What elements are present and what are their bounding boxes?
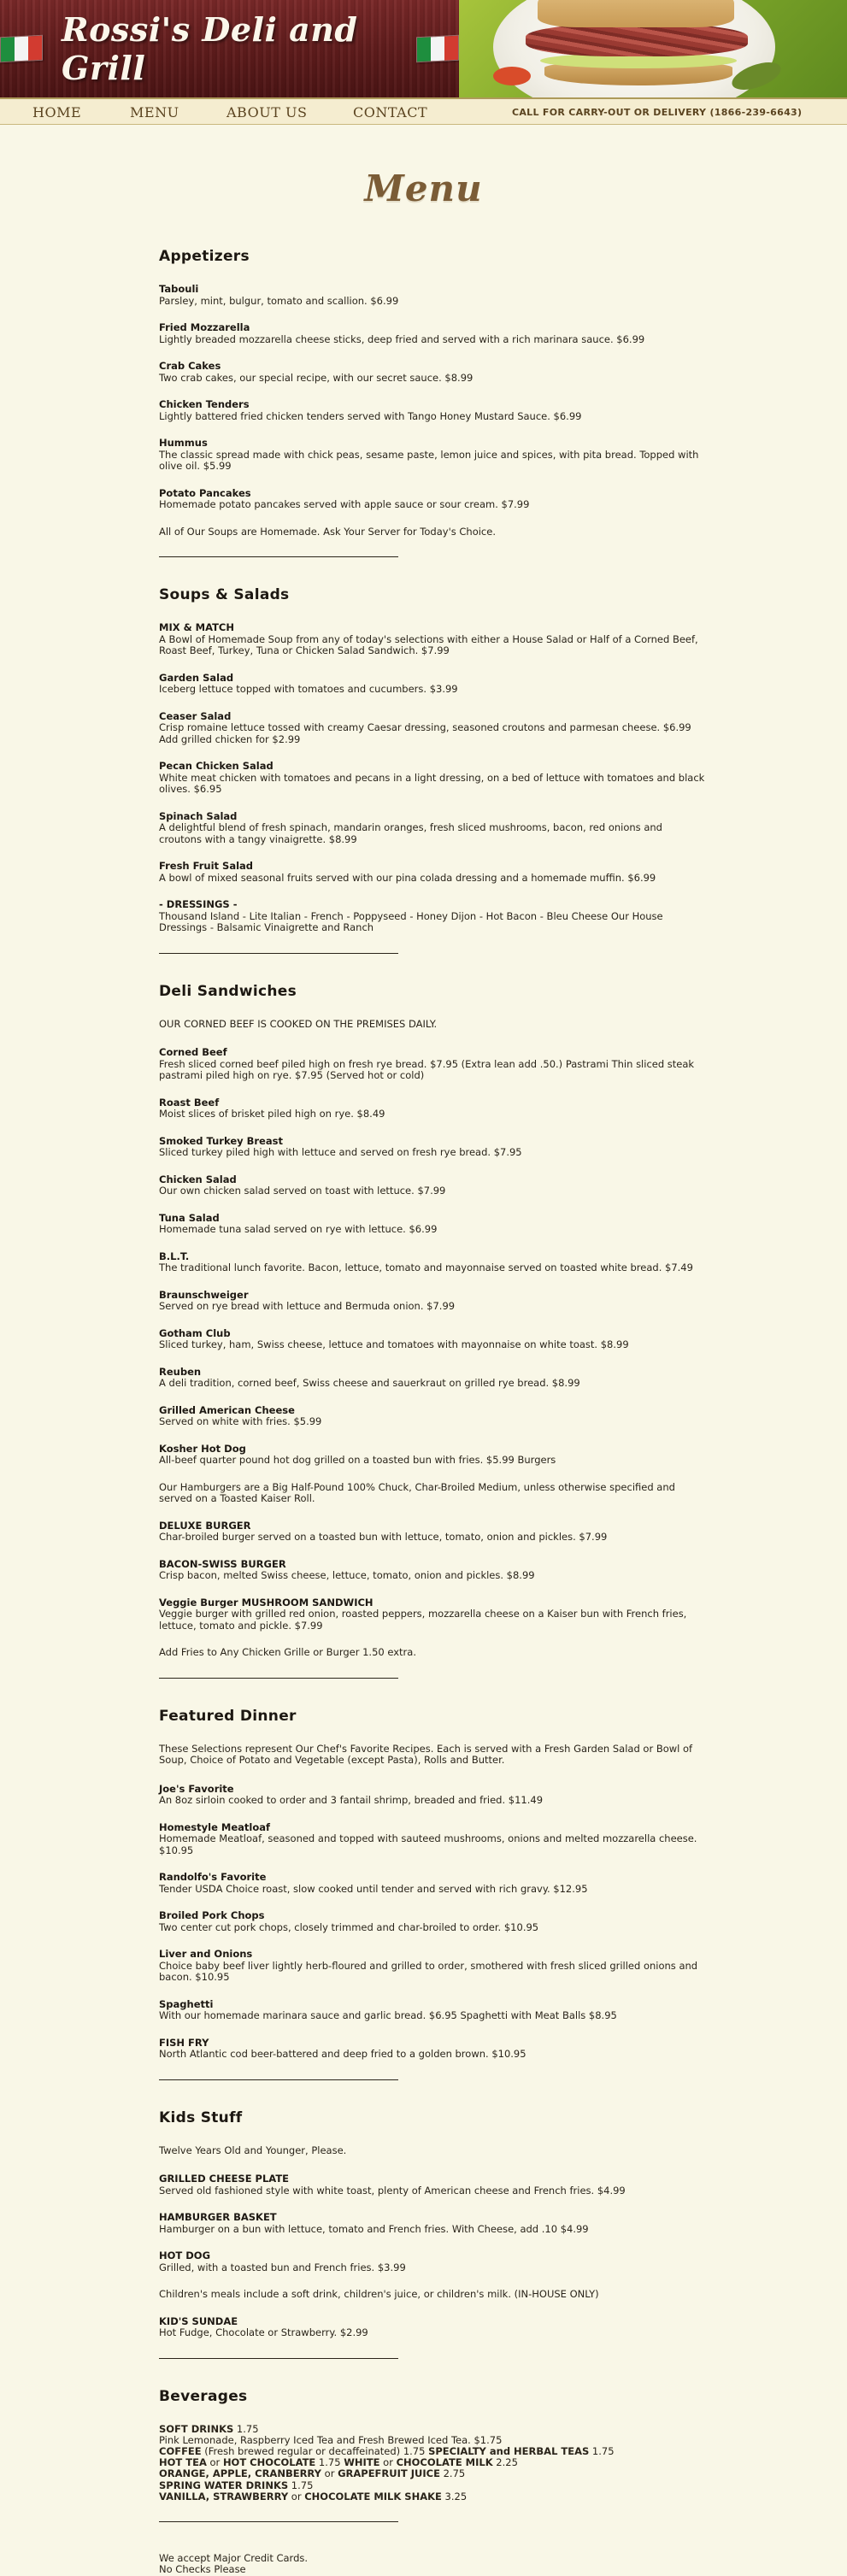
menu-item-description: Iceberg lettuce topped with tomatoes and cucumbers. $3.99 [159,683,458,695]
menu-item-name: Fried Mozzarella [159,321,250,333]
menu-item-name: Roast Beef [159,1096,220,1109]
menu-item-description: Children's meals include a soft drink, children's juice, or children's milk. (IN-HOUSE ONLY) [159,2288,599,2300]
menu-item-name: FISH FRY [159,2036,209,2049]
menu-item-description: Sliced turkey piled high with lettuce and served on fresh rye bread. $7.95 [159,1146,522,1158]
menu-item-description: Served on rye bread with lettuce and Bermuda onion. $7.99 [159,1300,456,1312]
menu-item-description: Veggie burger with grilled red onion, roasted peppers, mozzarella cheese on a Kaiser bun with French fries, lettuce, tomato and pickle. $7.99 [159,1608,687,1632]
call-for-delivery: CALL FOR CARRY-OUT OR DELIVERY (1866-239-6643) [512,107,803,118]
menu-item [159,1872,706,1895]
menu-item-name: Grilled American Cheese [159,1403,295,1416]
menu-item-description: Thousand Island - Lite Italian - French - Poppyseed - Honey Dijon - Hot Bacon - Bleu Cheese Our House Dressings - Balsamic Vinaigrette and Ranch [159,909,663,933]
menu-item-name: KID'S SUNDAE [159,2314,238,2327]
menu-item-name: Pecan Chicken Salad [159,760,274,772]
menu-item-name: GRILLED CHEESE PLATE [159,2173,290,2185]
section-note: Add Fries to Any Chicken Grille or Burger 1.50 extra. [159,1646,416,1658]
menu-item [159,861,706,884]
menu-item [159,2289,706,2301]
menu-item [159,1597,706,1632]
menu-item [159,761,706,796]
menu-item-description: Crisp romaine lettuce tossed with creamy Caesar dressing, seasoned croutons and parmesan cheese. $6.99 Add grilled chicken for $2.99 [159,721,691,745]
payment-note [159,2553,706,2576]
menu-item-description: Sliced turkey, ham, Swiss cheese, lettuce and tomatoes with mayonnaise on white toast. $8.99 [159,1338,629,1350]
menu-section [159,1708,706,2080]
menu-item [159,1328,706,1351]
menu-item [159,1949,706,1984]
menu-item [159,322,706,345]
menu-item [159,361,706,384]
menu-item-description: All-beef quarter pound hot dog grilled on a toasted bun with fries. $5.99 Burgers [159,1454,556,1466]
menu-item [159,284,706,307]
menu-item [159,1999,706,2022]
menu-item-description: Our Hamburgers are a Big Half-Pound 100% Chuck, Char-Broiled Medium, unless otherwise specified and served on a Toasted Kaiser Roll. [159,1480,675,1504]
menu-item-description: The classic spread made with chick peas, sesame paste, lemon juice and spices, with pita bread. Topped with olive oil. $5.99 [159,448,699,472]
beverage-text: 1.75 [233,2422,259,2435]
menu-item-name: MIX & MATCH [159,621,234,633]
menu-item-name: Gotham Club [159,1326,231,1339]
nav-menu[interactable]: MENU [130,104,179,121]
beverage-text: or [206,2456,223,2469]
menu-section [159,248,706,557]
menu-item [159,2038,706,2061]
no-checks-note: No Checks Please [159,2563,246,2576]
beverage-text: (Fresh brewed regular or decaffeinated) 1.75 [201,2444,429,2457]
beverage-text: 1.75 [315,2456,344,2469]
menu-item-description: Homemade tuna salad served on rye with lettuce. $6.99 [159,1223,438,1235]
credit-card-note: We accept Major Credit Cards. [159,2551,309,2564]
menu-section [159,2109,706,2359]
menu-item [159,2212,706,2235]
section-intro: These Selections represent Our Chef's Favorite Recipes. Each is served with a Fresh Garden Salad or Bowl of Soup, Choice of Potato and Vegetable (except Pasta), Rolls and Butter. [159,1742,693,1766]
nav-about-us[interactable]: ABOUT US [226,104,308,121]
menu-item-description: Homemade potato pancakes served with apple sauce or sour cream. $7.99 [159,498,530,510]
menu-item-description: An 8oz sirloin cooked to order and 3 fantail shrimp, breaded and fried. $11.49 [159,1794,544,1806]
beverage-line [159,2491,706,2502]
menu-item-name: Veggie Burger MUSHROOM SANDWICH [159,1596,374,1609]
menu-item-description: A delightful blend of fresh spinach, mandarin oranges, fresh sliced mushrooms, bacon, red onions and croutons with a tangy vinaigrette. $8.99 [159,821,662,845]
menu-item-description: North Atlantic cod beer-battered and deep fried to a golden brown. $10.95 [159,2048,526,2060]
section-divider [159,2521,398,2522]
beverage-name: WHITE [344,2456,380,2469]
menu-item-description: Hot Fudge, Chocolate or Strawberry. $2.99 [159,2326,368,2338]
menu-item-name: Crab Cakes [159,360,221,372]
menu-item [159,1520,706,1544]
menu-item-name: Braunschweiger [159,1288,249,1301]
page-title: Menu [364,168,483,209]
menu-item [159,1910,706,1933]
menu-item-description: Lightly breaded mozzarella cheese sticks, deep fried and served with a rich marinara sauce. $6.99 [159,332,645,345]
menu-section [159,586,706,954]
menu-item [159,711,706,746]
menu-item-description: Lightly battered fried chicken tenders served with Tango Honey Mustard Sauce. $6.99 [159,409,582,422]
header-banner [0,0,459,97]
section-beverages [159,2388,706,2522]
menu-item-name: BACON-SWISS BURGER [159,1557,286,1570]
section-divider [159,556,398,557]
menu-item-description: Our own chicken salad served on toast with lettuce. $7.99 [159,1185,446,1197]
section-divider [159,2358,398,2359]
section-title: Featured Dinner [159,1707,297,1725]
site-logo-text[interactable]: Rossi's Deli and Grill [62,10,358,87]
italian-flag-right-icon [416,35,459,63]
beverage-name: HOT CHOCOLATE [222,2456,316,2469]
menu-item-name: Kosher Hot Dog [159,1442,246,1455]
section-title: Beverages [159,2387,248,2405]
menu-item-description: The traditional lunch favorite. Bacon, lettuce, tomato and mayonnaise served on toasted white bread. $7.49 [159,1262,693,1273]
beverage-text: Pink Lemonade, Raspberry Iced Tea and Fresh Brewed Iced Tea. $1.75 [159,2433,503,2446]
menu-item [159,1559,706,1582]
beverage-text: or [321,2467,338,2480]
nav-home[interactable]: HOME [32,104,82,121]
menu-item-name: Tabouli [159,283,199,295]
menu-item [159,399,706,422]
menu-item-description: Moist slices of brisket piled high on rye. $8.49 [159,1108,385,1120]
beverage-name: ORANGE, APPLE, CRANBERRY [159,2467,321,2480]
beverage-name: SOFT DRINKS [159,2422,234,2435]
menu-item [159,899,706,934]
menu-item-name: HOT DOG [159,2250,211,2261]
section-divider [159,1678,398,1679]
section-divider [159,2079,398,2080]
section-title: Deli Sandwiches [159,982,297,1000]
menu-item-description: White meat chicken with tomatoes and pecans in a light dressing, on a bed of lettuce with tomatoes and black olives. $6.95 [159,771,705,795]
section-intro: OUR CORNED BEEF IS COOKED ON THE PREMISES DAILY. [159,1017,438,1030]
menu-item-name: Fresh Fruit Salad [159,860,254,872]
beverage-text: or [379,2456,397,2469]
section-title: Kids Stuff [159,2108,243,2126]
section-intro: Twelve Years Old and Younger, Please. [159,2144,347,2156]
beverage-text: or [288,2490,305,2502]
menu-item-name: Spinach Salad [159,809,238,822]
menu-item-name: Ceaser Salad [159,709,232,722]
menu-sections [159,248,706,2359]
beverage-name: SPRING WATER DRINKS [159,2479,289,2491]
menu-item-name: Potato Pancakes [159,486,251,499]
menu-item-description: A deli tradition, corned beef, Swiss cheese and sauerkraut on grilled rye bread. $8.99 [159,1377,580,1389]
menu-item [159,488,706,511]
beverage-text: 3.25 [441,2490,468,2502]
beverage-text: 2.75 [439,2467,466,2480]
section-title: Soups & Salads [159,586,290,603]
menu-item-description: Tender USDA Choice roast, slow cooked until tender and served with rich gravy. $12.95 [159,1882,588,1895]
menu-item-description: Fresh sliced corned beef piled high on fresh rye bread. $7.95 (Extra lean add .50.) Pastrami Thin sliced steak pastrami piled high on rye. $7.95 (Served hot or cold) [159,1057,695,1081]
menu-item-name: Tuna Salad [159,1211,220,1224]
menu-item [159,1367,706,1390]
menu-item [159,1097,706,1120]
menu-item [159,2316,706,2339]
menu-item-description: Hamburger on a bun with lettuce, tomato and French fries. With Cheese, add .10 $4.99 [159,2222,589,2235]
menu-item-description: Served on white with fries. $5.99 [159,1415,322,1427]
menu-item [159,1822,706,1857]
menu-item-name: Broiled Pork Chops [159,1909,265,1921]
menu-item-name: Reuben [159,1365,202,1378]
menu-item-name: HAMBURGER BASKET [159,2211,277,2223]
beverage-name: CHOCOLATE MILK SHAKE [304,2490,442,2502]
menu-item-description: Crisp bacon, melted Swiss cheese, lettuce, tomato, onion and pickles. $8.99 [159,1569,535,1581]
main-nav [0,97,847,125]
beverage-text: 2.25 [492,2456,518,2469]
menu-item-name: Homestyle Meatloaf [159,1820,270,1833]
menu-section [159,983,706,1679]
menu-item-name: Corned Beef [159,1046,227,1058]
beverage-name: HOT TEA [159,2456,207,2469]
beverage-text: 1.75 [288,2479,314,2491]
menu-item-name: Liver and Onions [159,1948,253,1960]
menu-item-description: Two center cut pork chops, closely trimmed and char-broiled to order. $10.95 [159,1920,539,1933]
section-note: All of Our Soups are Homemade. Ask Your Server for Today's Choice. [159,525,496,538]
menu-item-description: A Bowl of Homemade Soup from any of today's selections with either a House Salad or Half of a Corned Beef, Roast Beef, Turkey, Tuna or Chicken Salad Sandwich. $7.99 [159,632,698,656]
beverage-list [159,2424,706,2502]
menu-item-description: Served old fashioned style with white toast, plenty of American cheese and French fries. $4.99 [159,2184,626,2197]
menu-item [159,811,706,846]
menu-item [159,673,706,696]
menu-item [159,1784,706,1807]
menu-item-name: Chicken Salad [159,1173,237,1185]
section-divider [159,953,398,954]
menu-item [159,1290,706,1313]
menu-item-description: Grilled, with a toasted bun and French fries. $3.99 [159,2261,406,2273]
menu-item-description: Choice baby beef liver lightly herb-floured and grilled to order, smothered with fresh sliced grilled onions and bacon. $10.95 [159,1959,698,1983]
nav-contact[interactable]: CONTACT [353,104,428,121]
beverage-name: SPECIALTY and HERBAL TEAS [428,2444,590,2457]
menu-item-name: DELUXE BURGER [159,1519,251,1532]
italian-flag-left-icon [0,35,43,63]
menu-item-description: With our homemade marinara sauce and garlic bread. $6.95 Spaghetti with Meat Balls $8.95 [159,2009,617,2021]
beverage-name: COFFEE [159,2444,202,2457]
menu-item-description: Parsley, mint, bulgur, tomato and scallion. $6.99 [159,294,399,307]
menu-item-description: Two crab cakes, our special recipe, with our secret sauce. $8.99 [159,371,473,384]
menu-item-name: B.L.T. [159,1250,190,1262]
menu-item-name: Smoked Turkey Breast [159,1134,283,1147]
menu-item-description: Char-broiled burger served on a toasted bun with lettuce, tomato, onion and pickles. $7.99 [159,1531,608,1543]
menu-item [159,1251,706,1274]
menu-item [159,2250,706,2273]
menu-item [159,1213,706,1236]
menu-content [159,168,706,2576]
menu-item-description: Homemade Meatloaf, seasoned and topped with sauteed mushrooms, onions and melted mozzarella cheese. $10.95 [159,1832,697,1856]
menu-item [159,1405,706,1428]
section-title: Appetizers [159,248,250,265]
beverage-name: GRAPEFRUIT JUICE [338,2467,440,2480]
site-header [0,0,847,97]
menu-item-name: Hummus [159,437,208,449]
menu-item-name: Garden Salad [159,671,234,684]
menu-item [159,622,706,657]
beverage-name: VANILLA, STRAWBERRY [159,2490,289,2502]
menu-item [159,2173,706,2197]
menu-item-description: A bowl of mixed seasonal fruits served with our pina colada dressing and a homemade muffin. $6.99 [159,871,656,884]
menu-item-name: - DRESSINGS - [159,898,238,910]
beverage-text: 1.75 [589,2444,615,2457]
menu-item [159,1482,706,1505]
menu-item [159,1444,706,1467]
menu-item [159,1174,706,1197]
menu-item [159,438,706,473]
menu-item [159,1047,706,1082]
menu-item-name: Chicken Tenders [159,398,250,410]
menu-item [159,1136,706,1159]
sandwich-photo [459,0,847,97]
menu-item-name: Spaghetti [159,1997,214,2010]
menu-item-name: Joe's Favorite [159,1782,234,1795]
menu-item-name: Randolfo's Favorite [159,1871,267,1883]
beverage-name: CHOCOLATE MILK [396,2456,493,2469]
